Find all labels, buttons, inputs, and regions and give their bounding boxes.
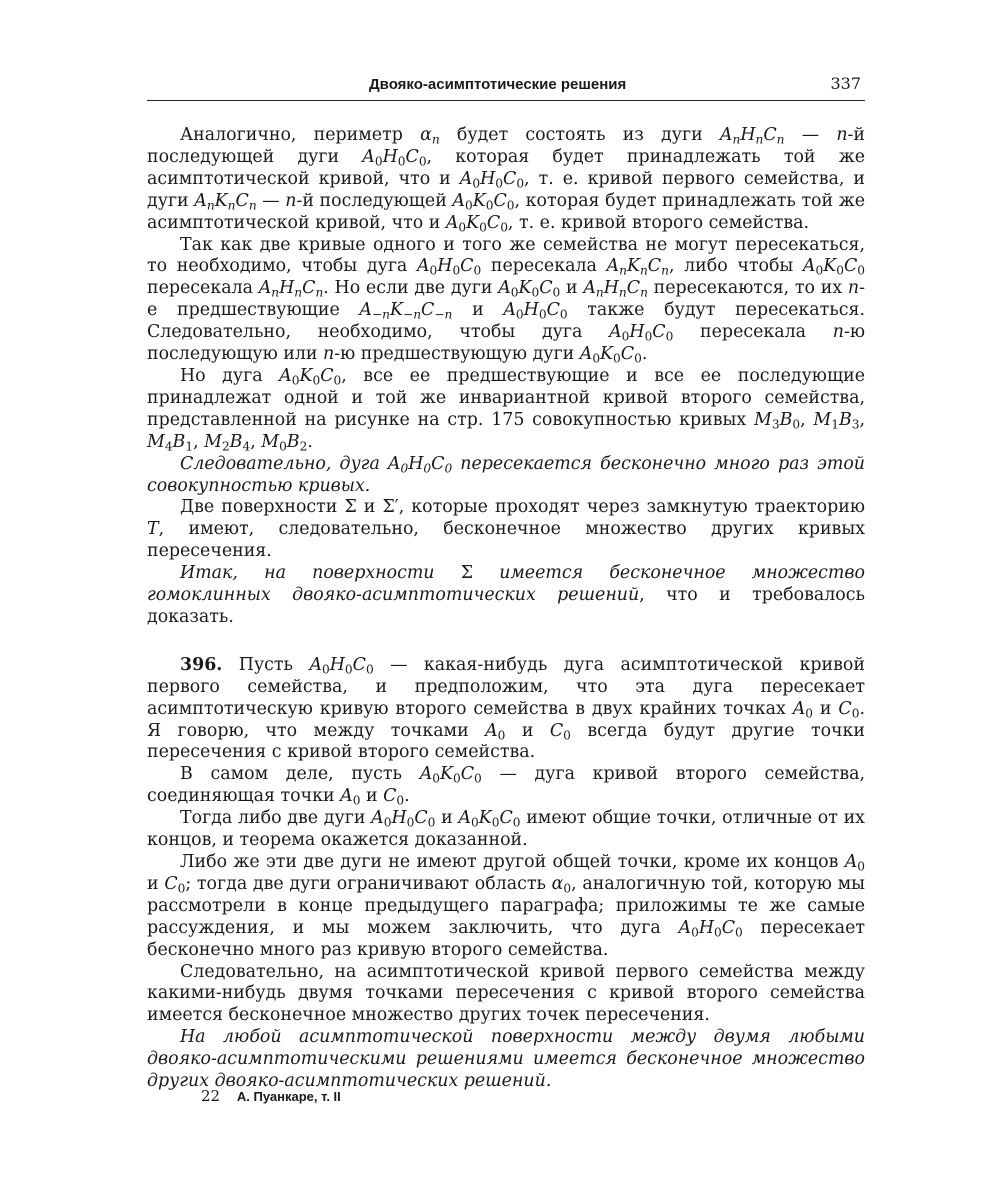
paragraph: Так как две кривые одного и того же семейства не могут пересекаться, то необходимо, чтобы дуга $A_0H_0C_0$ пересекала $A_nK_nC_n$, либо чтобы $A_0K_0C_0$ пересекала $A_nH_nC_n$. Но если две дуги $A_0K_0C_0$ и $A_nH_nC_n$ пересекаются, то их n-е предшествующие $A_{-n}K_{-n}C_{-n}$ и $A_0H_0C_0$ также будут пересекаться. Следовательно, необходимо, чтобы дуга $A_0H_0C_0$ пересекала n-ю последующую или n-ю предшествующую дуги $A_0K_0C_0$. [147, 234, 865, 366]
paragraph: В самом деле, пусть $A_0K_0C_0$ — дуга кривой второго семейства, соединяющая точки $A_0$ и $C_0$. [147, 764, 866, 808]
paragraph: Тогда либо две дуги $A_0H_0C_0$ и $A_0K_0C_0$ имеют общие точки, отличные от их концов, и теорема окажется доказанной. [147, 808, 865, 851]
paragraph: Аналогично, периметр $\alpha_n$ будет состоять из дуги $A_nH_nC_n$ — n-й последующей дуги $A_0H_0C_0$, которая будет принадлежать той же асимптотической кривой, что и $A_0H_0C_0$, т. е. кривой первого семейства, и дуги $A_nK_nC_n$ — n-й последующей $A_0K_0C_0$, которая будет принадлежать той же асимптотической кривой, что и $A_0K_0C_0$, т. е. кривой второго семейства. [147, 125, 866, 235]
running-title: Двояко-асимптотические решения [369, 76, 627, 93]
signature-mark: 22 [201, 1087, 221, 1105]
paragraph: 396. Пусть $A_0H_0C_0$ — какая-нибудь дуга асимптотической кривой первого семейства, и предположим, что эта дуга пересекает асимптотическую кривую второго семейства в двух крайних точках $A_0$ и $C_0$. Я говорю, что между точками $A_0$ и $C_0$ всегда будут другие точки пересечения с кривой второго семейства. [147, 654, 865, 763]
paragraph: Итак, на поверхности Σ имеется бесконечное множество гомоклинных двояко-асимптотических решений, что и требовалось доказать. [147, 563, 866, 627]
paragraph: Следовательно, на асимптотической кривой первого семейства между какими-нибудь двумя точками пересечения с кривой второго семейства имеется бесконечное множество других точек пересечения. [147, 961, 865, 1026]
paragraph: Но дуга $A_0K_0C_0$, все ее предшествующие и все ее последующие принадлежат одной и той же инвариантной кривой второго семейства, представленной на рисунке на стр. 175 совокупностью кривых $M_3B_0$, $M_1B_3$, $M_4B_1$, $M_2B_4$, $M_0B_2$. [147, 365, 865, 454]
body-text [147, 125, 865, 1093]
page-header [147, 74, 865, 101]
paragraph: Либо же эти две дуги не имеют другой общей точки, кроме их концов $A_0$ и $C_0$; тогда две дуги ограничивают область $\alpha_0$, аналогичную той, которую мы рассмотрели в конце предыдущего параграфа; приложимы те же самые рассуждения, и мы можем заключить, что дуга $A_0H_0C_0$ пересекает бесконечно много раз кривую второго семейства. [147, 852, 866, 960]
paragraph: На любой асимптотической поверхности между двумя любыми двояко-асимптотическими решениями имеется бесконечное множество других двояко-асимптотических решений. [147, 1027, 865, 1092]
page-number: 337 [830, 74, 861, 93]
signature-author-volume: А. Пуанкаре, т. II [236, 1089, 341, 1104]
paragraph: Следовательно, дуга $A_0H_0C_0$ пересекается бесконечно много раз этой совокупностью кривых. [147, 453, 866, 496]
paragraph: Две поверхности Σ и Σ′, которые проходят через замкнутую траекторию T, имеют, следовательно, бесконечное множество других кривых пересечения. [147, 497, 865, 562]
page-footer [201, 1087, 341, 1105]
